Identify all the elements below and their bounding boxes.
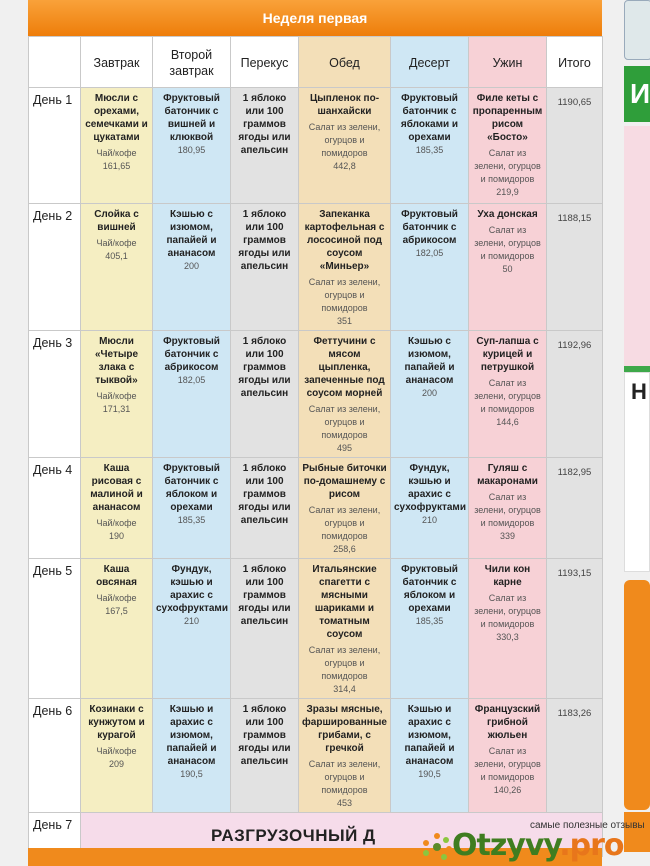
meal-cell-lunch xyxy=(299,204,391,331)
meal-cell-snack xyxy=(231,458,299,559)
header-breakfast: Завтрак xyxy=(81,37,153,88)
day-label: День 5 xyxy=(29,559,81,699)
meal-cell-snack xyxy=(231,559,299,699)
dish-note: Салат из зелени, огурцов и помидоров xyxy=(308,277,381,313)
calorie-value: 442,8 xyxy=(333,161,356,171)
header-snack: Перекус xyxy=(231,37,299,88)
dish-note: Салат из зелени, огурцов и помидоров xyxy=(308,404,381,440)
day-total: 1193,15 xyxy=(547,559,603,699)
dish-name: Чили кон карне xyxy=(484,564,531,588)
meal-cell-dessert xyxy=(391,559,469,699)
calorie-value: 190,5 xyxy=(418,769,441,779)
right-sidebar xyxy=(620,0,650,866)
meal-cell-dinner xyxy=(469,458,547,559)
day-total: 1188,15 xyxy=(547,204,603,331)
meal-cell-lunch xyxy=(299,699,391,813)
dish-note: Салат из зелени, огурцов и помидоров xyxy=(474,492,541,528)
day-row xyxy=(29,331,603,458)
dish-name: Фундук, кэшью и арахис с сухофруктами xyxy=(394,463,466,513)
dish-note: Чай/кофе xyxy=(96,238,137,248)
meal-cell-breakfast xyxy=(81,699,153,813)
dish-name: Фруктовый батончик с абрикосом xyxy=(163,336,220,373)
sidebar-image[interactable] xyxy=(624,126,650,372)
dish-note: Чай/кофе xyxy=(96,518,137,528)
calorie-value: 200 xyxy=(183,261,200,271)
dish-note: Салат из зелени, огурцов и помидоров xyxy=(474,746,541,782)
dish-name: Зразы мясные, фаршированные грибами, с гречкой xyxy=(302,704,387,754)
dish-name: Мюсли с орехами, семечками и цукатами xyxy=(85,93,148,143)
meal-cell-dinner xyxy=(469,88,547,204)
watermark-logo xyxy=(452,828,624,863)
calorie-value: 495 xyxy=(336,443,353,453)
calorie-value: 185,35 xyxy=(415,145,444,155)
dish-name: 1 яблоко или 100 граммов ягоды или апельсин xyxy=(238,336,291,399)
calorie-value: 330,3 xyxy=(496,632,519,642)
dish-note: Салат из зелени, огурцов и помидоров xyxy=(308,505,381,541)
day-total: 1183,26 xyxy=(547,699,603,813)
dish-name: 1 яблоко или 100 граммов ягоды или апельсин xyxy=(238,564,291,627)
menu-table xyxy=(28,36,603,857)
meal-cell-dinner xyxy=(469,699,547,813)
dish-name: Фруктовый батончик с яблоком и орехами xyxy=(163,463,220,513)
meal-cell-dessert xyxy=(391,331,469,458)
otzyvy-watermark xyxy=(420,818,650,866)
dish-name: Фундук, кэшью и арахис с сухофруктами xyxy=(156,564,228,614)
meal-cell-dessert xyxy=(391,204,469,331)
dish-note: Салат из зелени, огурцов и помидоров xyxy=(474,593,541,629)
dish-name: Фруктовый батончик с абрикосом xyxy=(401,209,458,246)
meal-cell-second-breakfast xyxy=(153,331,231,458)
sidebar-green-banner[interactable]: И xyxy=(624,66,650,122)
calorie-value: 258,6 xyxy=(333,544,356,554)
watermark-suffix: .pro xyxy=(559,828,624,863)
day-label: День 2 xyxy=(29,204,81,331)
meal-cell-dinner xyxy=(469,204,547,331)
header-dessert: Десерт xyxy=(391,37,469,88)
dish-note: Салат из зелени, огурцов и помидоров xyxy=(308,645,381,681)
dish-note: Чай/кофе xyxy=(96,746,137,756)
dish-name: Кэшью и арахис с изюмом, папайей и ананасом xyxy=(166,704,217,767)
header-total: Итого xyxy=(547,37,603,88)
dish-name: Кэшью и арахис с изюмом, папайей и ананасом xyxy=(404,704,455,767)
meal-cell-breakfast xyxy=(81,559,153,699)
calorie-value: 182,05 xyxy=(177,375,206,385)
day-row xyxy=(29,204,603,331)
day-label: День 1 xyxy=(29,88,81,204)
dish-note: Чай/кофе xyxy=(96,391,137,401)
meal-cell-lunch xyxy=(299,88,391,204)
meal-cell-dessert xyxy=(391,699,469,813)
calorie-value: 185,35 xyxy=(415,616,444,626)
meal-cell-lunch xyxy=(299,331,391,458)
dish-name: Фруктовый батончик с вишней и клюквой xyxy=(163,93,220,143)
watermark-tagline: самые полезные отзывы xyxy=(530,820,645,831)
calorie-value: 453 xyxy=(336,798,353,808)
calorie-value: 171,31 xyxy=(102,404,131,414)
dish-note: Салат из зелени, огурцов и помидоров xyxy=(308,759,381,795)
meal-cell-lunch xyxy=(299,458,391,559)
calorie-value: 185,35 xyxy=(177,515,206,525)
day-row xyxy=(29,699,603,813)
calorie-value: 144,6 xyxy=(496,417,519,427)
calorie-value: 209 xyxy=(108,759,125,769)
dish-name: Гуляш с макаронами xyxy=(477,463,538,487)
dish-name: Мюсли «Четыре злака с тыквой» xyxy=(94,336,139,386)
sidebar-top-panel[interactable] xyxy=(624,0,650,60)
dish-name: Фруктовый батончик с яблоками и орехами xyxy=(400,93,459,143)
day-label: День 7 xyxy=(29,813,81,857)
dish-name: Каша овсяная xyxy=(96,564,137,588)
dish-note: Салат из зелени, огурцов и помидоров xyxy=(474,148,541,184)
meal-cell-breakfast xyxy=(81,204,153,331)
week-title: Неделя первая xyxy=(28,0,602,36)
dish-name: Филе кеты с пропаренным рисом «Босто» xyxy=(472,93,543,143)
header-dinner: Ужин xyxy=(469,37,547,88)
meal-cell-second-breakfast xyxy=(153,458,231,559)
day-label: День 3 xyxy=(29,331,81,458)
calorie-value: 339 xyxy=(499,531,516,541)
dish-note: Салат из зелени, огурцов и помидоров xyxy=(474,378,541,414)
calorie-value: 219,9 xyxy=(496,187,519,197)
meal-cell-snack xyxy=(231,204,299,331)
calorie-value: 190,5 xyxy=(180,769,203,779)
meal-cell-snack xyxy=(231,88,299,204)
calorie-value: 167,5 xyxy=(105,606,128,616)
watermark-brand: Otzyvy xyxy=(452,828,560,863)
meal-cell-second-breakfast xyxy=(153,88,231,204)
dish-name: Козинаки с кунжутом и курагой xyxy=(88,704,145,741)
calorie-value: 200 xyxy=(421,388,438,398)
calorie-value: 140,26 xyxy=(493,785,522,795)
meal-cell-breakfast xyxy=(81,88,153,204)
header-lunch: Обед xyxy=(299,37,391,88)
meal-cell-second-breakfast xyxy=(153,559,231,699)
calorie-value: 351 xyxy=(336,316,353,326)
day-row xyxy=(29,458,603,559)
dish-name: 1 яблоко или 100 граммов ягоды или апельсин xyxy=(238,704,291,767)
calorie-value: 50 xyxy=(502,264,513,274)
day-row xyxy=(29,559,603,699)
dish-note: Чай/кофе xyxy=(96,148,137,158)
dish-note: Чай/кофе xyxy=(96,593,137,603)
calorie-value: 161,65 xyxy=(102,161,131,171)
meal-cell-second-breakfast xyxy=(153,204,231,331)
meal-cell-dessert xyxy=(391,88,469,204)
dish-name: Слойка с вишней xyxy=(94,209,139,233)
calorie-value: 190 xyxy=(108,531,125,541)
dish-name: Каша рисовая с малиной и ананасом xyxy=(90,463,143,513)
meal-cell-lunch xyxy=(299,559,391,699)
day-label: День 4 xyxy=(29,458,81,559)
meal-cell-breakfast xyxy=(81,331,153,458)
dish-name: Уха донская xyxy=(477,209,538,220)
dish-name: Французский грибной жюльен xyxy=(474,704,541,741)
menu-body xyxy=(29,88,603,813)
meal-cell-dinner xyxy=(469,331,547,458)
sidebar-orange-banner[interactable] xyxy=(624,580,650,810)
dish-name: 1 яблоко или 100 граммов ягоды или апельсин xyxy=(238,209,291,272)
dish-name: Фруктовый батончик с яблоком и орехами xyxy=(401,564,458,614)
meal-cell-dessert xyxy=(391,458,469,559)
calorie-value: 180,95 xyxy=(177,145,206,155)
dish-name: 1 яблоко или 100 граммов ягоды или апельсин xyxy=(238,93,291,156)
header-second-breakfast: Второй завтрак xyxy=(153,37,231,88)
day-total: 1190,65 xyxy=(547,88,603,204)
dish-name: Феттучини с мясом цыпленка, запеченные под соусом морней xyxy=(304,336,385,399)
dish-name: 1 яблоко или 100 граммов ягоды или апельсин xyxy=(238,463,291,526)
header-cell-empty xyxy=(29,37,81,88)
meal-cell-snack xyxy=(231,699,299,813)
header-row xyxy=(29,37,603,88)
day-total: 1182,95 xyxy=(547,458,603,559)
dish-name: Суп-лапша с курицей и петрушкой xyxy=(476,336,539,373)
dish-name: Итальянские спагетти с мясными шариками и томатным соусом xyxy=(312,564,377,640)
calorie-value: 314,4 xyxy=(333,684,356,694)
day-total: 1192,96 xyxy=(547,331,603,458)
calorie-value: 210 xyxy=(183,616,200,626)
meal-cell-dinner xyxy=(469,559,547,699)
meal-cell-second-breakfast xyxy=(153,699,231,813)
meal-cell-snack xyxy=(231,331,299,458)
dish-name: Кэшью с изюмом, папайей и ананасом xyxy=(166,209,217,259)
dish-name: Кэшью с изюмом, папайей и ананасом xyxy=(404,336,455,386)
dish-name: Запеканка картофельная с лососиной под соусом «Миньер» xyxy=(304,209,385,272)
dish-name: Цыпленок по-шанхайски xyxy=(309,93,380,117)
day-label: День 6 xyxy=(29,699,81,813)
calorie-value: 405,1 xyxy=(105,251,128,261)
dish-name: Рыбные биточки по-домашнему с рисом xyxy=(302,463,387,500)
fasting-day-banner: РАЗГРУЗОЧНЫЙ Д xyxy=(81,813,603,857)
logo-dots-icon xyxy=(422,832,452,862)
dish-note: Салат из зелени, огурцов и помидоров xyxy=(308,122,381,158)
meal-cell-breakfast xyxy=(81,458,153,559)
calorie-value: 210 xyxy=(421,515,438,525)
calorie-value: 182,05 xyxy=(415,248,444,258)
sidebar-card[interactable]: Н xyxy=(624,372,650,572)
day-row xyxy=(29,88,603,204)
menu-sheet xyxy=(28,0,602,866)
dish-note: Салат из зелени, огурцов и помидоров xyxy=(474,225,541,261)
